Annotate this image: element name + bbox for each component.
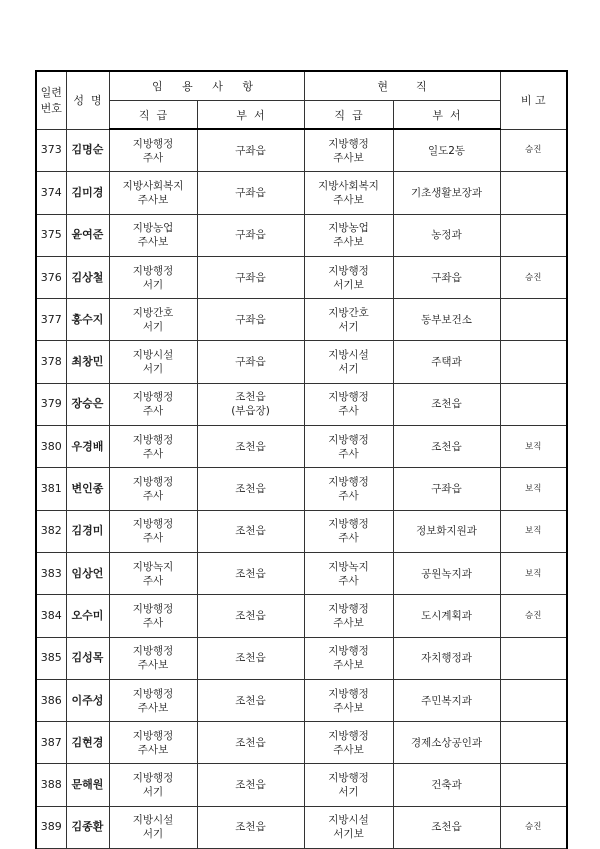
note-cell [500, 299, 567, 341]
appt-rank-cell [109, 214, 197, 256]
cur-rank-cell-line: 주사보 [333, 151, 364, 164]
appt-rank-cell-line: 지방행정 [132, 433, 174, 446]
cur-dept-header: 부 서 [393, 101, 500, 130]
cur-rank-cell-line: 주사보 [333, 616, 364, 629]
cur-dept-cell: 정보화지원과 [393, 510, 500, 552]
cur-rank-cell-line: 주사 [338, 490, 359, 503]
appt-rank-cell-line: 서기 [142, 320, 164, 333]
cur-rank-header: 직 급 [304, 101, 393, 130]
cur-dept-cell: 주택과 [393, 341, 500, 383]
cur-rank-cell-line: 서기 [338, 786, 359, 799]
person-name: 김상철 [66, 256, 109, 298]
cur-dept-cell: 구좌읍 [393, 468, 500, 510]
appt-rank-cell-line: 주사 [142, 151, 164, 164]
appt-dept-cell [197, 214, 304, 256]
row-number: 374 [36, 172, 66, 214]
appt-rank-cell-line: 주사 [142, 616, 164, 629]
person-name: 김성목 [66, 637, 109, 679]
appt-rank-cell-line: 지방행정 [132, 518, 174, 531]
cur-rank-cell [304, 510, 393, 552]
appt-dept-cell-line: 조천읍 [235, 440, 266, 453]
current-header: 현 직 [304, 71, 500, 101]
appt-dept-cell-line: 조천읍 [235, 567, 266, 580]
note-cell [500, 722, 567, 764]
appt-rank-cell-line: 서기 [142, 278, 164, 291]
appt-dept-cell-line: (부읍장) [231, 405, 270, 418]
cur-rank-cell-line: 주사 [338, 447, 359, 460]
cur-rank-cell-line: 주사보 [333, 659, 364, 672]
table-row [36, 510, 567, 552]
appt-dept-cell-line: 조천읍 [235, 483, 266, 496]
appt-rank-cell [109, 299, 197, 341]
appt-rank-cell-line: 지방행정 [132, 602, 174, 615]
appt-dept-cell-line: 조천읍 [235, 609, 266, 622]
appt-dept-cell [197, 637, 304, 679]
person-name: 오수미 [66, 595, 109, 637]
appt-dept-cell-line: 구좌읍 [235, 313, 266, 326]
cur-dept-cell: 공원녹지과 [393, 552, 500, 594]
row-number: 377 [36, 299, 66, 341]
appt-dept-cell [197, 722, 304, 764]
appt-dept-cell [197, 552, 304, 594]
appt-rank-cell-line: 지방녹지 [132, 560, 174, 573]
table-row [36, 679, 567, 721]
cur-dept-cell: 농정과 [393, 214, 500, 256]
person-name: 홍수지 [66, 299, 109, 341]
appt-rank-cell-line: 지방간호 [132, 306, 174, 319]
cur-rank-cell [304, 426, 393, 468]
note-cell: 승진 [500, 256, 567, 298]
person-name: 문해원 [66, 764, 109, 806]
person-name: 김명순 [66, 129, 109, 172]
header-row-sub [36, 101, 567, 130]
note-cell [500, 172, 567, 214]
person-name: 김현경 [66, 722, 109, 764]
appt-rank-cell [109, 468, 197, 510]
table-row [36, 806, 567, 848]
row-number: 381 [36, 468, 66, 510]
appt-dept-cell-line: 구좌읍 [235, 186, 266, 199]
row-number: 379 [36, 383, 66, 425]
note-cell: 승진 [500, 129, 567, 172]
appt-rank-cell-line: 주사보 [137, 659, 169, 672]
cur-rank-cell-line: 지방농업 [328, 222, 369, 235]
cur-rank-cell [304, 764, 393, 806]
note-cell: 보직 [500, 552, 567, 594]
cur-rank-cell-line: 지방행정 [328, 433, 369, 446]
cur-rank-cell-line: 지방간호 [328, 306, 369, 319]
appt-dept-cell-line: 구좌읍 [235, 229, 266, 242]
appointment-header: 임 용 사 항 [109, 71, 304, 101]
appt-rank-cell-line: 지방시설 [132, 349, 174, 362]
appt-rank-cell-line: 주사보 [137, 701, 169, 714]
table-row [36, 299, 567, 341]
cur-rank-cell [304, 129, 393, 172]
table-body [36, 129, 567, 849]
appt-rank-cell-line: 주사보 [137, 193, 169, 206]
appt-rank-cell [109, 172, 197, 214]
cur-rank-cell [304, 679, 393, 721]
note-cell: 승진 [500, 806, 567, 848]
appt-rank-cell-line: 지방행정 [132, 645, 174, 658]
appt-dept-cell-line: 조천읍 [235, 821, 266, 834]
person-name: 장승은 [66, 383, 109, 425]
cur-rank-cell-line: 지방행정 [328, 137, 369, 150]
appt-rank-cell-line: 주사 [142, 447, 164, 460]
appt-rank-cell-line: 주사보 [137, 236, 169, 249]
note-cell [500, 341, 567, 383]
cur-rank-cell-line: 주사보 [333, 193, 364, 206]
cur-rank-cell-line: 주사 [338, 405, 359, 418]
person-name: 김종환 [66, 806, 109, 848]
cur-dept-cell: 조천읍 [393, 426, 500, 468]
appt-rank-cell [109, 383, 197, 425]
appt-dept-header: 부 서 [197, 101, 304, 130]
row-number: 388 [36, 764, 66, 806]
appt-rank-cell-line: 지방행정 [132, 391, 174, 404]
cur-rank-cell-line: 지방시설 [328, 814, 369, 827]
row-number: 384 [36, 595, 66, 637]
person-name: 변인종 [66, 468, 109, 510]
appt-dept-cell [197, 172, 304, 214]
appt-dept-cell-line: 조천읍 [235, 652, 266, 665]
appt-rank-cell [109, 679, 197, 721]
appt-dept-cell-line: 구좌읍 [235, 144, 266, 157]
appt-rank-cell [109, 129, 197, 172]
appt-dept-cell [197, 341, 304, 383]
note-cell [500, 764, 567, 806]
appt-rank-cell [109, 256, 197, 298]
appt-rank-cell [109, 637, 197, 679]
appt-rank-cell-line: 주사보 [137, 743, 169, 756]
cur-rank-cell-line: 서기 [338, 363, 359, 376]
cur-rank-cell [304, 595, 393, 637]
row-number: 375 [36, 214, 66, 256]
appt-dept-cell [197, 764, 304, 806]
cur-rank-cell-line: 지방행정 [328, 391, 369, 404]
appt-rank-cell [109, 806, 197, 848]
appt-rank-cell-line: 주사 [142, 574, 164, 587]
row-number: 382 [36, 510, 66, 552]
row-number: 380 [36, 426, 66, 468]
appt-dept-cell-line: 조천읍 [235, 391, 266, 404]
note-cell: 보직 [500, 468, 567, 510]
person-name: 윤여준 [66, 214, 109, 256]
cur-rank-cell [304, 552, 393, 594]
appt-rank-cell [109, 552, 197, 594]
appt-rank-cell-line: 지방행정 [132, 729, 174, 742]
appt-dept-cell [197, 510, 304, 552]
note-cell [500, 383, 567, 425]
cur-rank-cell [304, 299, 393, 341]
note-cell: 보직 [500, 426, 567, 468]
row-number: 387 [36, 722, 66, 764]
appt-dept-cell-line: 조천읍 [235, 736, 266, 749]
appt-rank-cell [109, 595, 197, 637]
table-row [36, 214, 567, 256]
appt-rank-cell-line: 주사 [142, 532, 164, 545]
table-row [36, 129, 567, 172]
cur-rank-cell-line: 주사 [338, 532, 359, 545]
appt-rank-cell-line: 지방농업 [132, 222, 174, 235]
table-row [36, 172, 567, 214]
appt-rank-cell-line: 지방행정 [132, 264, 174, 277]
appt-rank-cell [109, 722, 197, 764]
cur-rank-cell-line: 지방행정 [328, 264, 369, 277]
appt-dept-cell-line: 조천읍 [235, 525, 266, 538]
cur-rank-cell [304, 256, 393, 298]
appt-rank-cell-line: 지방행정 [132, 476, 174, 489]
cur-rank-cell-line: 지방사회복지 [318, 179, 379, 192]
cur-dept-cell: 조천읍 [393, 806, 500, 848]
cur-dept-cell: 일도2동 [393, 129, 500, 172]
person-name: 임상언 [66, 552, 109, 594]
appt-rank-cell-line: 지방행정 [132, 687, 174, 700]
cur-rank-cell-line: 주사보 [333, 701, 364, 714]
table-row [36, 256, 567, 298]
cur-rank-cell-line: 지방행정 [328, 476, 369, 489]
appt-dept-cell [197, 129, 304, 172]
cur-dept-cell: 동부보건소 [393, 299, 500, 341]
appt-dept-cell-line: 구좌읍 [235, 271, 266, 284]
cur-dept-cell: 건축과 [393, 764, 500, 806]
appt-rank-cell-line: 지방행정 [132, 772, 174, 785]
cur-rank-cell-line: 주사보 [333, 743, 364, 756]
cur-dept-cell: 주민복지과 [393, 679, 500, 721]
table-row [36, 426, 567, 468]
cur-rank-cell [304, 637, 393, 679]
cur-rank-cell [304, 172, 393, 214]
cur-rank-cell-line: 서기보 [333, 278, 364, 291]
person-name: 이주성 [66, 679, 109, 721]
appt-dept-cell-line: 조천읍 [235, 694, 266, 707]
appt-rank-cell-line: 지방사회복지 [122, 179, 184, 192]
cur-rank-cell-line: 지방행정 [328, 772, 369, 785]
appt-rank-cell-line: 주사 [142, 490, 164, 503]
appt-rank-cell-line: 서기 [142, 828, 164, 841]
appt-dept-cell [197, 468, 304, 510]
note-cell: 승진 [500, 595, 567, 637]
personnel-table-page [35, 70, 566, 849]
cur-dept-cell: 조천읍 [393, 383, 500, 425]
appt-rank-cell [109, 764, 197, 806]
person-name: 우경배 [66, 426, 109, 468]
table-row [36, 595, 567, 637]
appt-dept-cell [197, 679, 304, 721]
table-row [36, 468, 567, 510]
person-name: 김경미 [66, 510, 109, 552]
note-cell: 보직 [500, 510, 567, 552]
name-header: 성 명 [66, 71, 109, 129]
table-row [36, 552, 567, 594]
cur-rank-cell [304, 214, 393, 256]
cur-rank-cell [304, 383, 393, 425]
appt-dept-cell [197, 426, 304, 468]
table-row [36, 722, 567, 764]
person-name: 최창민 [66, 341, 109, 383]
cur-rank-cell-line: 지방행정 [328, 518, 369, 531]
seq-header: 일련 번호 [36, 71, 66, 129]
appt-rank-header: 직 급 [109, 101, 197, 130]
appt-dept-cell-line: 조천읍 [235, 779, 266, 792]
row-number: 373 [36, 129, 66, 172]
header-row-top [36, 71, 567, 101]
person-name: 김미경 [66, 172, 109, 214]
cur-rank-cell-line: 지방행정 [328, 645, 369, 658]
cur-rank-cell-line: 지방시설 [328, 349, 369, 362]
cur-rank-cell-line: 지방행정 [328, 687, 369, 700]
appt-dept-cell-line: 구좌읍 [235, 356, 266, 369]
note-header: 비 고 [500, 71, 567, 129]
appt-dept-cell [197, 595, 304, 637]
row-number: 383 [36, 552, 66, 594]
cur-dept-cell: 구좌읍 [393, 256, 500, 298]
appt-rank-cell [109, 426, 197, 468]
table-row [36, 637, 567, 679]
cur-rank-cell [304, 468, 393, 510]
appt-rank-cell-line: 서기 [142, 363, 164, 376]
note-cell [500, 637, 567, 679]
row-number: 385 [36, 637, 66, 679]
table-row [36, 764, 567, 806]
appt-dept-cell [197, 256, 304, 298]
cur-dept-cell: 기초생활보장과 [393, 172, 500, 214]
cur-rank-cell-line: 지방녹지 [328, 560, 369, 573]
cur-dept-cell: 자치행정과 [393, 637, 500, 679]
cur-rank-cell-line: 주사 [338, 574, 359, 587]
appt-rank-cell-line: 지방시설 [132, 814, 174, 827]
personnel-appointment-table [35, 70, 568, 849]
note-cell [500, 214, 567, 256]
cur-rank-cell [304, 722, 393, 764]
row-number: 389 [36, 806, 66, 848]
row-number: 386 [36, 679, 66, 721]
cur-rank-cell-line: 지방행정 [328, 602, 369, 615]
appt-dept-cell [197, 806, 304, 848]
appt-rank-cell [109, 341, 197, 383]
table-row [36, 383, 567, 425]
cur-dept-cell: 도시계획과 [393, 595, 500, 637]
appt-rank-cell [109, 510, 197, 552]
cur-rank-cell-line: 서기보 [333, 828, 364, 841]
table-row [36, 341, 567, 383]
cur-dept-cell: 경제소상공인과 [393, 722, 500, 764]
cur-rank-cell [304, 806, 393, 848]
appt-rank-cell-line: 서기 [142, 786, 164, 799]
appt-dept-cell [197, 383, 304, 425]
row-number: 376 [36, 256, 66, 298]
cur-rank-cell-line: 주사보 [333, 236, 364, 249]
cur-rank-cell [304, 341, 393, 383]
note-cell [500, 679, 567, 721]
appt-dept-cell [197, 299, 304, 341]
appt-rank-cell-line: 주사 [142, 405, 164, 418]
cur-rank-cell-line: 지방행정 [328, 729, 369, 742]
cur-rank-cell-line: 서기 [338, 320, 359, 333]
row-number: 378 [36, 341, 66, 383]
appt-rank-cell-line: 지방행정 [132, 137, 174, 150]
